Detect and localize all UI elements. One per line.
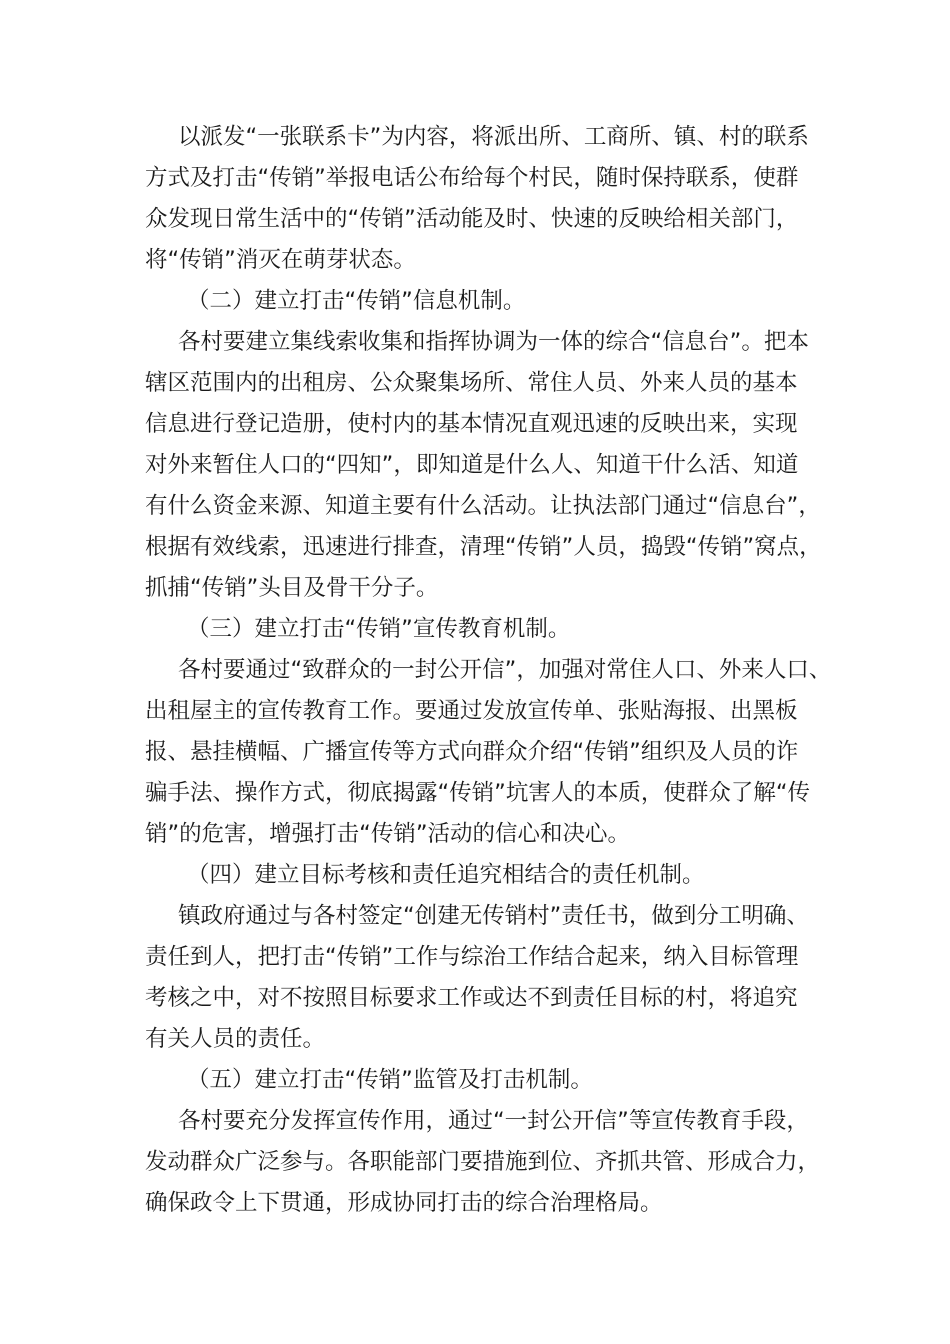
- text-line: 销”的危害，增强打击“传销”活动的信心和决心。: [145, 821, 630, 847]
- text-line: 发动群众广泛参与。各职能部门要措施到位、齐抓共管、形成合力，: [145, 1149, 821, 1175]
- heading-line: （二）建立打击“传销”信息机制。: [187, 288, 526, 314]
- paragraph-contact-card: [145, 117, 835, 281]
- heading-line: （五）建立打击“传销”监管及打击机制。: [187, 1067, 593, 1093]
- paragraph-supervision: [145, 1101, 835, 1224]
- text-line: 各村要通过“致群众的一封公开信”，加强对常住人口、外来人口、: [178, 657, 832, 683]
- text-line: 信息进行登记造册，使村内的基本情况直观迅速的反映出来，实现: [145, 411, 798, 437]
- text-line: 骗手法、操作方式，彻底揭露“传销”坑害人的本质，使群众了解“传: [145, 780, 810, 806]
- text-line: 各村要建立集线索收集和指挥协调为一体的综合“信息台”。把本: [178, 329, 809, 355]
- text-line: 考核之中，对不按照目标要求工作或达不到责任目标的村，将追究: [145, 985, 798, 1011]
- paragraph-info-platform: [145, 322, 835, 609]
- text-line: 抓捕“传销”头目及骨干分子。: [145, 575, 439, 601]
- text-line: 方式及打击“传销”举报电话公布给每个村民，随时保持联系，使群: [145, 165, 799, 191]
- section-heading-4: [145, 855, 835, 896]
- text-line: 确保政令上下贯通，形成协同打击的综合治理格局。: [145, 1190, 663, 1216]
- text-line: 有关人员的责任。: [145, 1026, 326, 1052]
- text-line: 对外来暂住人口的“四知”，即知道是什么人、知道干什么活、知道: [145, 452, 799, 478]
- text-line: 以派发“一张联系卡”为内容，将派出所、工商所、镇、村的联系: [178, 124, 809, 150]
- document-body: [145, 117, 835, 1224]
- paragraph-publicity: [145, 650, 835, 855]
- text-line: 责任到人，把打击“传销”工作与综治工作结合起来，纳入目标管理: [145, 944, 799, 970]
- section-heading-2: [145, 281, 835, 322]
- text-line: 根据有效线索，迅速进行排查，清理“传销”人员，捣毁“传销”窝点，: [145, 534, 822, 560]
- text-line: 将“传销”消灭在萌芽状态。: [145, 247, 416, 273]
- section-heading-3: [145, 609, 835, 650]
- heading-line: （三）建立打击“传销”宣传教育机制。: [187, 616, 571, 642]
- text-line: 报、悬挂横幅、广播宣传等方式向群众介绍“传销”组织及人员的诈: [145, 739, 799, 765]
- text-line: 镇政府通过与各村签定“创建无传销村”责任书，做到分工明确、: [178, 903, 809, 929]
- text-line: 辖区范围内的出租房、公众聚集场所、常住人员、外来人员的基本: [145, 370, 798, 396]
- text-line: 众发现日常生活中的“传销”活动能及时、快速的反映给相关部门，: [145, 206, 799, 232]
- heading-line: （四）建立目标考核和责任追究相结合的责任机制。: [187, 862, 705, 888]
- paragraph-responsibility: [145, 896, 835, 1060]
- text-line: 各村要充分发挥宣传作用，通过“一封公开信”等宣传教育手段，: [178, 1108, 809, 1134]
- section-heading-5: [145, 1060, 835, 1101]
- text-line: 有什么资金来源、知道主要有什么活动。让执法部门通过“信息台”，: [145, 493, 821, 519]
- text-line: 出租屋主的宣传教育工作。要通过发放宣传单、张贴海报、出黑板: [145, 698, 798, 724]
